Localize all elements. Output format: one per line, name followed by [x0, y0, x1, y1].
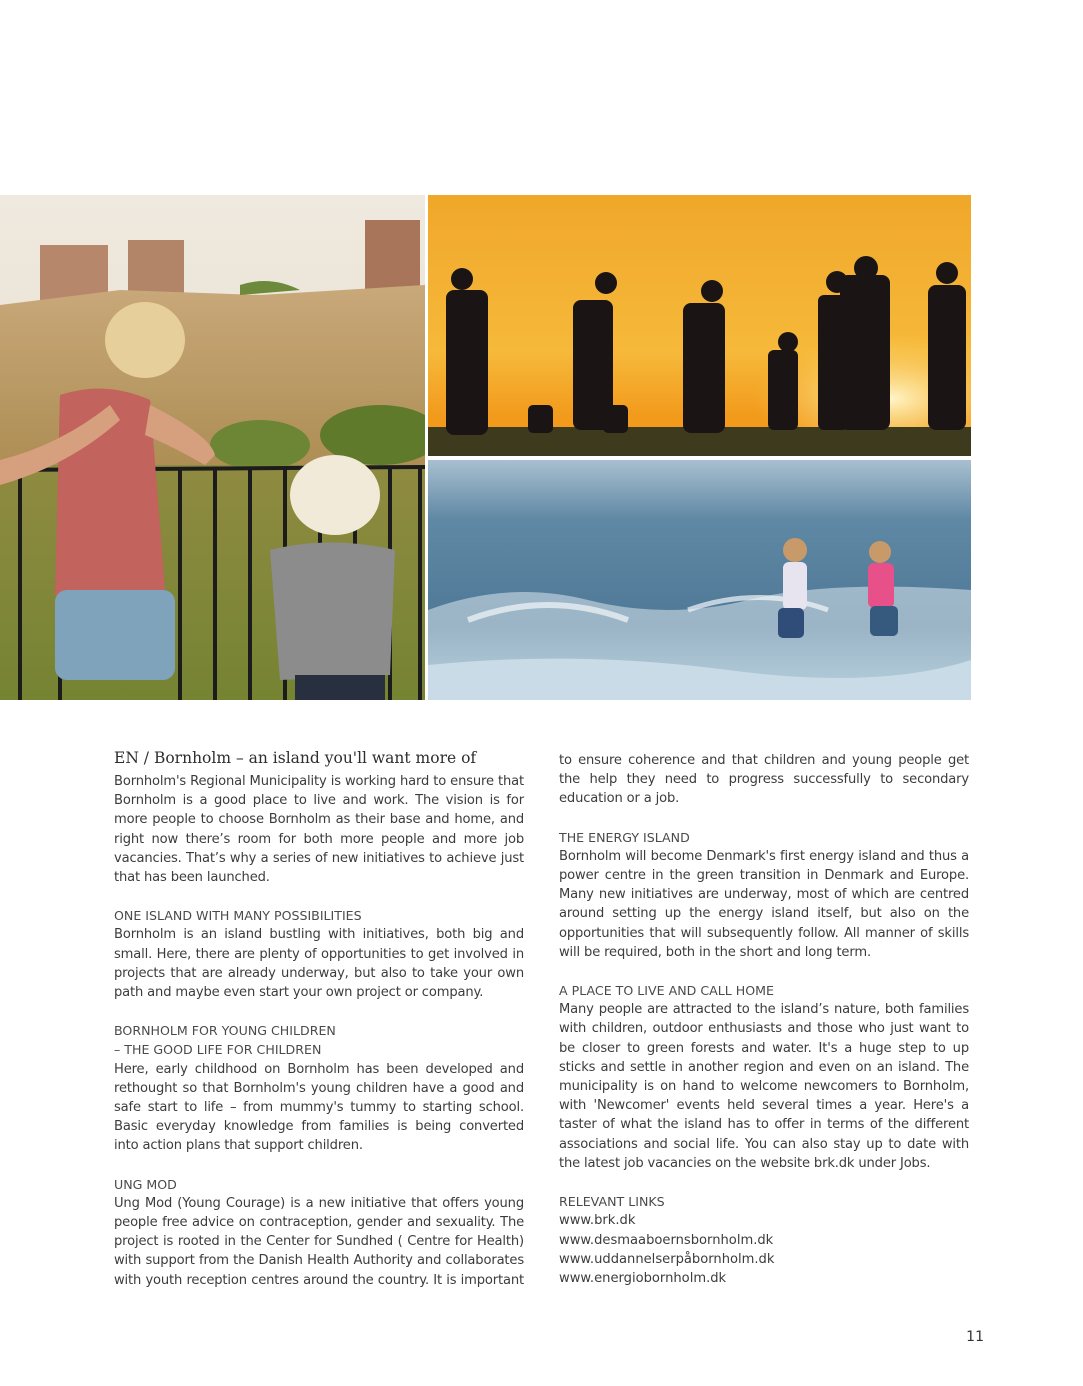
section-title: THE ENERGY ISLAND [559, 829, 690, 845]
intro-paragraph: Bornholm's Regional Municipality is working hard to ensure that Bornholm is a good place to live and work. The vision is for more people to choose Bornholm as their base and home, and right now there’s room for both more people and more job vacancies. That’s why a series of new initiatives to achieve just that has been launched. [114, 774, 524, 886]
page-number: 11 [966, 1329, 984, 1345]
continuation-paragraph: to ensure coherence and that children and young people get the help they need to progress successfully to secondary education or a job. [559, 753, 969, 807]
section-energy-island [559, 828, 969, 962]
section-title: BORNHOLM FOR YOUNG CHILDREN [114, 1023, 336, 1039]
continuation-section [559, 751, 969, 809]
section-title: ONE ISLAND WITH MANY POSSIBILITIES [114, 908, 362, 924]
section-title: UNG MOD [114, 1176, 177, 1192]
link-brk[interactable]: www.brk.dk [559, 1213, 636, 1229]
text-column-right [559, 751, 969, 1307]
relevant-links [559, 1192, 969, 1288]
link-uddannelser[interactable]: www.uddannelserpåbornholm.dk [559, 1251, 775, 1267]
section-body: Ung Mod (Young Courage) is a new initiative that offers young people free advice on contraception, gender and sexuality. The project is rooted in the Center for Sundhed ( Centre for Health) with support from the Danish Health Authority and collaborates with youth reception centres around the country. It is important [114, 1195, 524, 1288]
photo-ruins-family [0, 195, 425, 700]
section-young-children [114, 1021, 524, 1155]
section-body: Bornholm will become Denmark's first energy island and thus a power centre in the green transition in Denmark and Europe. Many new initiatives are underway, most of which are centred around setting up the energy island itself, but also on the opportunities that will subsequently follow. All manner of skills will be required, both in the short and long term. [559, 848, 969, 960]
section-subtitle: – THE GOOD LIFE FOR CHILDREN [114, 1042, 322, 1058]
section-body: Bornholm is an island bustling with initiatives, both big and small. Here, there are plenty of opportunities to get involved in projects that are already underway, but also to take your own path and maybe even start your own project or company. [114, 927, 524, 1001]
section-body: Here, early childhood on Bornholm has been developed and rethought so that Bornholm's young children have a good and safe start to life – from mummy's tummy to starting school. Basic everyday knowledge from families is being converted into action plans that support children. [114, 1061, 524, 1154]
photo-collage [0, 195, 971, 700]
section-body: Many people are attracted to the island’s nature, both families with children, outdoor enthusiasts and those who just want to be closer to green forests and water. It's a huge step to up sticks and settle in another region and even on an island. The municipality is on hand to welcome newcomers to Bornholm, with 'Newcomer' events held several times a year. Here's a taster of what the island has to offer in terms of the different associations and social life. You can also stay up to date with the latest job vacancies on the website brk.dk under Jobs. [559, 1002, 969, 1171]
article-heading: EN / Bornholm – an island you'll want more of [114, 749, 477, 767]
section-place-to-live [559, 981, 969, 1173]
link-energio[interactable]: www.energiobornholm.dk [559, 1271, 727, 1287]
section-title: A PLACE TO LIVE AND CALL HOME [559, 983, 774, 999]
photo-sunset-crowd [428, 195, 971, 456]
intro-section [114, 772, 524, 887]
section-ung-mod [114, 1175, 524, 1290]
section-possibilities [114, 906, 524, 1002]
photo-beach-children [428, 460, 971, 700]
link-desmaaboern[interactable]: www.desmaaboernsbornholm.dk [559, 1232, 774, 1248]
links-title: RELEVANT LINKS [559, 1194, 665, 1210]
text-column-left [114, 748, 524, 1309]
